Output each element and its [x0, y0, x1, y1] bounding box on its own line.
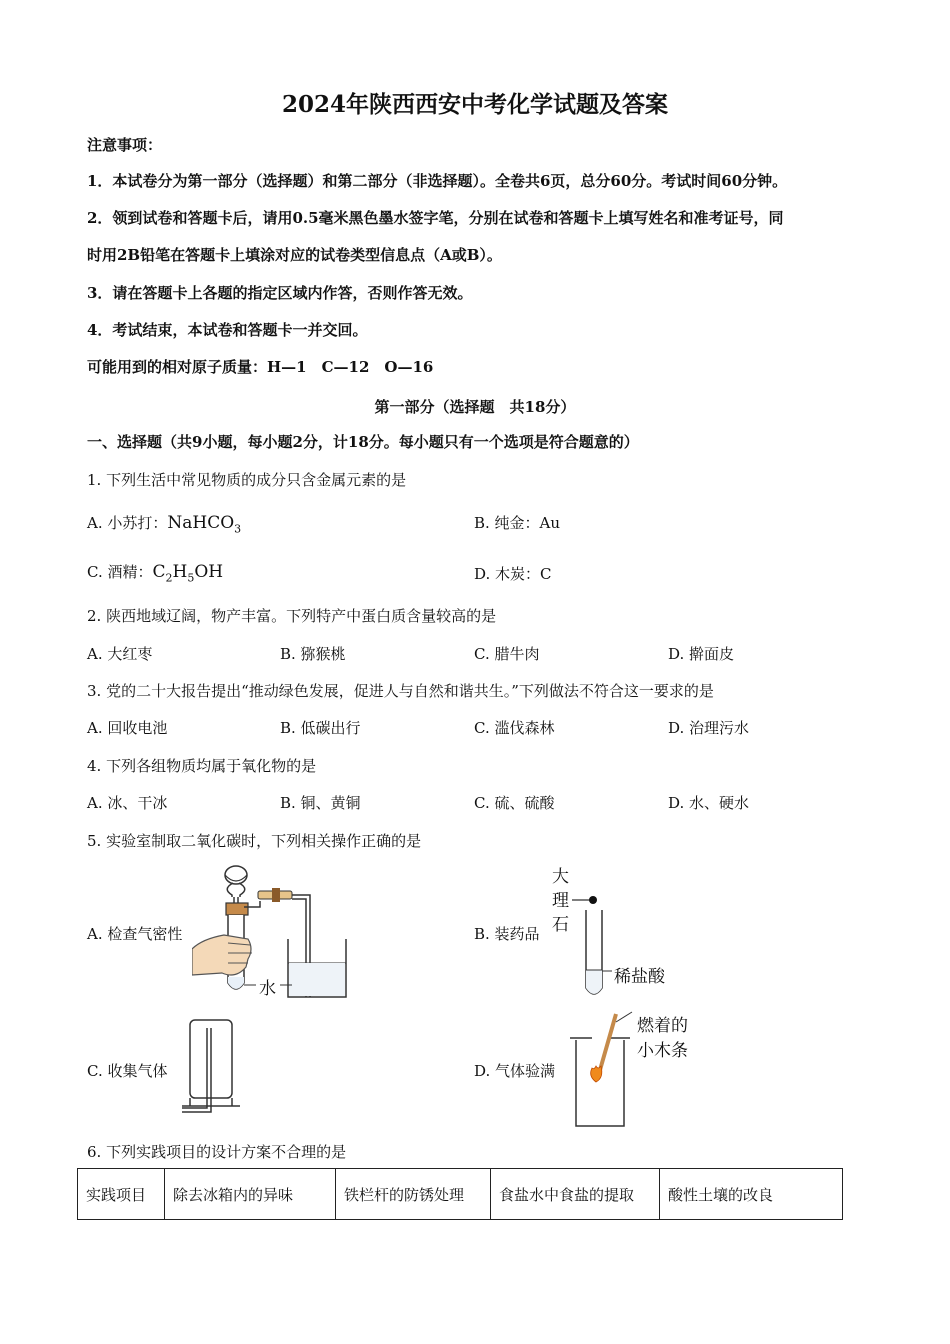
option-b: B. 装药品 [474, 925, 540, 943]
table-cell: 酸性土壤的改良 [660, 1169, 843, 1220]
option-label: C. 酒精： [87, 563, 153, 581]
question-stem: 5. 实验室制取二氧化碳时，下列相关操作正确的是 [87, 832, 422, 850]
option-a [87, 512, 241, 535]
practice-table [77, 1168, 843, 1220]
option-b: B. 猕猴桃 [280, 645, 346, 663]
option-c: C. 腊牛肉 [474, 645, 540, 663]
table-cell: 除去冰箱内的异味 [165, 1169, 336, 1220]
part1-instruction: 一、选择题（共9小题，每小题2分，计18分。每小题只有一个选项是符合题意的） [87, 433, 639, 451]
figure-label: 水 [259, 979, 276, 999]
atomic-mass-line: 可能用到的相对原子质量：H—1 C—12 O—16 [87, 358, 434, 376]
figure-label: 燃着的 [637, 1016, 688, 1036]
table-row [78, 1169, 843, 1220]
option-c: C. 收集气体 [87, 1062, 168, 1080]
notes-heading: 注意事项： [87, 136, 163, 154]
option-d: D. 治理污水 [668, 719, 750, 737]
question-stem: 6. 下列实践项目的设计方案不合理的是 [87, 1143, 347, 1161]
option-a: A. 大红枣 [87, 645, 153, 663]
option-a: A. 冰、干冰 [87, 794, 168, 812]
note-item: 3．请在答题卡上各题的指定区域内作答，否则作答无效。 [87, 284, 473, 302]
table-cell: 实践项目 [78, 1169, 165, 1220]
figure-label: 理 [552, 891, 569, 911]
option-a: A. 回收电池 [87, 719, 168, 737]
table-cell: 食盐水中食盐的提取 [491, 1169, 660, 1220]
option-label: A. 小苏打： [87, 514, 168, 532]
note-item: 时用2B铅笔在答题卡上填涂对应的试卷类型信息点（A或B）。 [87, 246, 502, 264]
chem-formula: $C_2H_5OH$ [152, 562, 224, 585]
option-b: B. 低碳出行 [280, 719, 361, 737]
option-b: B. 纯金：Au [474, 514, 561, 532]
option-a: A. 检查气密性 [87, 925, 183, 943]
option-d: D. 气体验满 [474, 1062, 556, 1080]
option-c [87, 561, 223, 584]
figure-label: 大 [552, 867, 569, 887]
option-d: D. 水、硬水 [668, 794, 750, 812]
question-stem: 4. 下列各组物质均属于氧化物的是 [87, 757, 317, 775]
option-d: D. 木炭：C [474, 565, 552, 583]
figure-label: 小木条 [637, 1041, 688, 1061]
option-d: D. 擀面皮 [668, 645, 735, 663]
question-stem: 2. 陕西地域辽阔，物产丰富。下列特产中蛋白质含量较高的是 [87, 607, 497, 625]
table-cell: 铁栏杆的防锈处理 [336, 1169, 491, 1220]
option-c: C. 硫、硫酸 [474, 794, 555, 812]
figure-label: 稀盐酸 [614, 967, 665, 987]
chem-formula: NaHCO$_3$ [167, 513, 242, 536]
gas-full-test-figure [568, 1010, 638, 1130]
add-reagent-figure [572, 890, 617, 1000]
figure-label: 石 [552, 915, 569, 935]
page-title: 2024年陕西西安中考化学试题及答案 [281, 91, 668, 118]
option-c: C. 滥伐森林 [474, 719, 555, 737]
note-item: 2．领到试卷和答题卡后，请用0.5毫米黑色墨水签字笔，分别在试卷和答题卡上填写姓名和准考证号，同 [87, 209, 784, 227]
gas-collection-figure [180, 1018, 242, 1116]
option-b: B. 铜、黄铜 [280, 794, 361, 812]
part1-heading: 第一部分（选择题 共18分） [374, 398, 576, 416]
note-item: 4．考试结束，本试卷和答题卡一并交回。 [87, 321, 368, 339]
question-stem: 3. 党的二十大报告提出“推动绿色发展，促进人与自然和谐共生。”下列做法不符合这一要求的是 [87, 682, 714, 700]
note-item: 1．本试卷分为第一部分（选择题）和第二部分（非选择题）。全卷共6页，总分60分。考试时间60分钟。 [87, 172, 788, 190]
question-stem: 1. 下列生活中常见物质的成分只含金属元素的是 [87, 471, 407, 489]
